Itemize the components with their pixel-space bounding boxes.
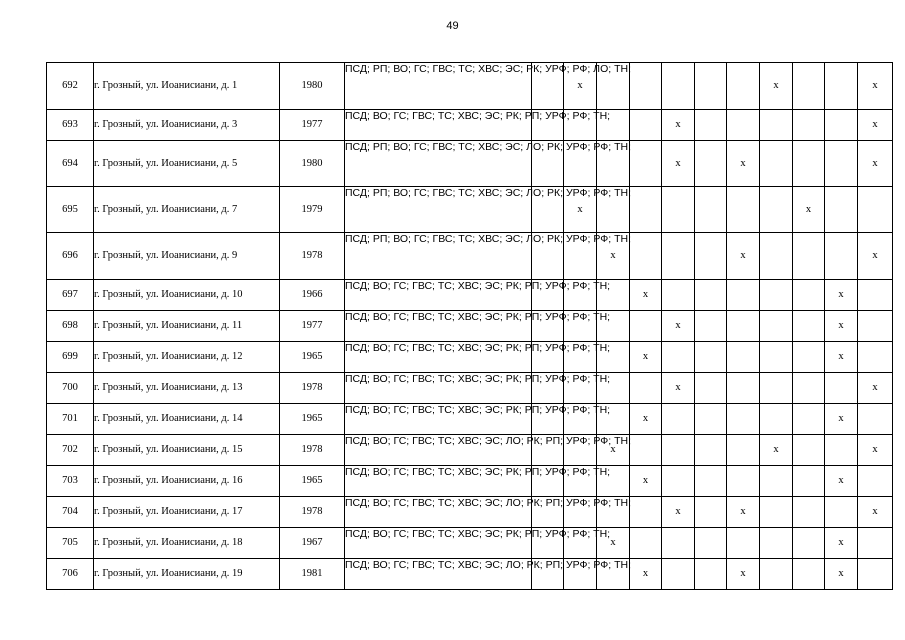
mark-cell: [793, 497, 825, 528]
mark-cell: x: [662, 141, 695, 187]
mark-cell: [695, 311, 727, 342]
row-address: г. Грозный, ул. Иоанисиани, д. 3: [94, 110, 280, 141]
mark-cell: [793, 311, 825, 342]
row-year: 1980: [280, 63, 345, 110]
mark-cell: x: [727, 233, 760, 280]
mark-cell: x: [858, 63, 893, 110]
mark-cell: [858, 404, 893, 435]
mark-cell: [760, 466, 793, 497]
row-year: 1966: [280, 280, 345, 311]
mark-cell: x: [727, 141, 760, 187]
mark-cell: [662, 435, 695, 466]
mark-cell: [760, 342, 793, 373]
row-works-list: ПСД; РП; ВО; ГС; ГВС; ТС; ХВС; ЭС; ЛО; РК; УРФ; РФ; ТН;: [345, 187, 532, 233]
mark-cell: [695, 110, 727, 141]
row-address: г. Грозный, ул. Иоанисиани, д. 14: [94, 404, 280, 435]
mark-cell: [695, 528, 727, 559]
mark-cell: [793, 559, 825, 590]
mark-cell: [793, 528, 825, 559]
table-row: [47, 63, 893, 110]
row-works-list: ПСД; ВО; ГС; ГВС; ТС; ХВС; ЭС; ЛО; РК; РП; УРФ; РФ; ТН;: [345, 435, 532, 466]
mark-cell: [695, 141, 727, 187]
table-row: [47, 373, 893, 404]
mark-cell: [727, 404, 760, 435]
mark-cell: [858, 311, 893, 342]
row-number: 703: [47, 466, 94, 497]
row-address: г. Грозный, ул. Иоанисиани, д. 19: [94, 559, 280, 590]
mark-cell: x: [825, 466, 858, 497]
mark-cell: [695, 497, 727, 528]
table-row: [47, 466, 893, 497]
row-number: 705: [47, 528, 94, 559]
mark-cell: [630, 187, 662, 233]
mark-cell: [695, 559, 727, 590]
mark-cell: [760, 187, 793, 233]
table-row: [47, 110, 893, 141]
mark-cell: [825, 63, 858, 110]
mark-cell: [630, 110, 662, 141]
row-year: 1965: [280, 404, 345, 435]
mark-cell: x: [760, 435, 793, 466]
row-address: г. Грозный, ул. Иоанисиани, д. 11: [94, 311, 280, 342]
mark-cell: [793, 466, 825, 497]
row-year: 1965: [280, 342, 345, 373]
mark-cell: [825, 187, 858, 233]
mark-cell: [793, 342, 825, 373]
mark-cell: [793, 280, 825, 311]
mark-cell: [760, 280, 793, 311]
row-works-list: ПСД; ВО; ГС; ГВС; ТС; ХВС; ЭС; ЛО; РК; РП; УРФ; РФ; ТН;: [345, 497, 532, 528]
mark-cell: [662, 63, 695, 110]
mark-cell: x: [597, 528, 630, 559]
mark-cell: [793, 435, 825, 466]
row-year: 1980: [280, 141, 345, 187]
row-year: 1977: [280, 311, 345, 342]
mark-cell: [793, 233, 825, 280]
mark-cell: [760, 141, 793, 187]
mark-cell: [630, 528, 662, 559]
row-number: 694: [47, 141, 94, 187]
mark-cell: [825, 497, 858, 528]
mark-cell: [662, 559, 695, 590]
mark-cell: [825, 373, 858, 404]
mark-cell: x: [630, 559, 662, 590]
row-works-list: ПСД; ВО; ГС; ГВС; ТС; ХВС; ЭС; РК; РП; УРФ; РФ; ТН;: [345, 373, 532, 404]
mark-cell: x: [662, 497, 695, 528]
row-address: г. Грозный, ул. Иоанисиани, д. 13: [94, 373, 280, 404]
row-works-list: ПСД; РП; ВО; ГС; ГВС; ТС; ХВС; ЭС; ЛО; РК; УРФ; РФ; ТН;: [345, 141, 532, 187]
mark-cell: [825, 110, 858, 141]
table-row: [47, 141, 893, 187]
mark-cell: [858, 559, 893, 590]
mark-cell: [662, 187, 695, 233]
mark-cell: [793, 404, 825, 435]
row-address: г. Грозный, ул. Иоанисиани, д. 10: [94, 280, 280, 311]
mark-cell: x: [858, 435, 893, 466]
mark-cell: x: [727, 497, 760, 528]
row-year: 1977: [280, 110, 345, 141]
mark-cell: [760, 311, 793, 342]
mark-cell: [695, 404, 727, 435]
mark-cell: x: [597, 435, 630, 466]
mark-cell: x: [858, 110, 893, 141]
table-row: [47, 559, 893, 590]
mark-cell: [793, 141, 825, 187]
mark-cell: [760, 528, 793, 559]
row-year: 1978: [280, 373, 345, 404]
row-address: г. Грозный, ул. Иоанисиани, д. 12: [94, 342, 280, 373]
mark-cell: x: [662, 311, 695, 342]
mark-cell: x: [662, 373, 695, 404]
mark-cell: [662, 466, 695, 497]
row-number: 702: [47, 435, 94, 466]
row-year: 1967: [280, 528, 345, 559]
table-row: [47, 280, 893, 311]
row-address: г. Грозный, ул. Иоанисиани, д. 5: [94, 141, 280, 187]
mark-cell: x: [825, 559, 858, 590]
table-row: [47, 233, 893, 280]
row-number: 700: [47, 373, 94, 404]
mark-cell: [630, 435, 662, 466]
row-address: г. Грозный, ул. Иоанисиани, д. 1: [94, 63, 280, 110]
mark-cell: [760, 559, 793, 590]
mark-cell: [858, 280, 893, 311]
row-number: 692: [47, 63, 94, 110]
row-works-list: ПСД; ВО; ГС; ГВС; ТС; ХВС; ЭС; РК; РП; УРФ; РФ; ТН;: [345, 342, 532, 373]
mark-cell: [695, 466, 727, 497]
row-number: 695: [47, 187, 94, 233]
mark-cell: x: [825, 311, 858, 342]
mark-cell: x: [858, 141, 893, 187]
mark-cell: [662, 280, 695, 311]
row-address: г. Грозный, ул. Иоанисиани, д. 7: [94, 187, 280, 233]
mark-cell: [727, 280, 760, 311]
mark-cell: [793, 110, 825, 141]
mark-cell: [662, 528, 695, 559]
mark-cell: [662, 233, 695, 280]
table-row: [47, 187, 893, 233]
mark-cell: [695, 187, 727, 233]
mark-cell: [727, 373, 760, 404]
mark-cell: [727, 435, 760, 466]
mark-cell: [825, 435, 858, 466]
mark-cell: [727, 187, 760, 233]
row-number: 696: [47, 233, 94, 280]
mark-cell: [727, 342, 760, 373]
row-number: 697: [47, 280, 94, 311]
row-works-list: ПСД; РП; ВО; ГС; ГВС; ТС; ХВС; ЭС; ЛО; РК; УРФ; РФ; ТН;: [345, 233, 532, 280]
mark-cell: [825, 141, 858, 187]
mark-cell: [793, 63, 825, 110]
mark-cell: [760, 373, 793, 404]
mark-cell: [695, 342, 727, 373]
mark-cell: x: [760, 63, 793, 110]
row-number: 693: [47, 110, 94, 141]
mark-cell: x: [630, 342, 662, 373]
mark-cell: [793, 373, 825, 404]
mark-cell: [760, 110, 793, 141]
mark-cell: [825, 233, 858, 280]
row-year: 1978: [280, 435, 345, 466]
table-row: [47, 311, 893, 342]
row-number: 704: [47, 497, 94, 528]
mark-cell: x: [825, 280, 858, 311]
mark-cell: [662, 342, 695, 373]
mark-cell: x: [597, 233, 630, 280]
mark-cell: x: [825, 404, 858, 435]
row-year: 1965: [280, 466, 345, 497]
mark-cell: x: [662, 110, 695, 141]
row-works-list: ПСД; ВО; ГС; ГВС; ТС; ХВС; ЭС; РК; РП; УРФ; РФ; ТН;: [345, 528, 532, 559]
mark-cell: [630, 311, 662, 342]
row-number: 701: [47, 404, 94, 435]
table-row: [47, 528, 893, 559]
mark-cell: [630, 63, 662, 110]
mark-cell: x: [727, 559, 760, 590]
mark-cell: [858, 466, 893, 497]
mark-cell: x: [630, 466, 662, 497]
mark-cell: [630, 497, 662, 528]
mark-cell: [630, 141, 662, 187]
row-number: 698: [47, 311, 94, 342]
mark-cell: x: [858, 233, 893, 280]
row-year: 1981: [280, 559, 345, 590]
mark-cell: [760, 404, 793, 435]
mark-cell: x: [564, 63, 597, 110]
mark-cell: [727, 110, 760, 141]
row-year: 1978: [280, 233, 345, 280]
row-address: г. Грозный, ул. Иоанисиани, д. 15: [94, 435, 280, 466]
row-address: г. Грозный, ул. Иоанисиани, д. 18: [94, 528, 280, 559]
row-works-list: ПСД; ВО; ГС; ГВС; ТС; ХВС; ЭС; РК; РП; УРФ; РФ; ТН;: [345, 280, 532, 311]
row-number: 706: [47, 559, 94, 590]
mark-cell: [727, 63, 760, 110]
row-address: г. Грозный, ул. Иоанисиани, д. 9: [94, 233, 280, 280]
mark-cell: [695, 63, 727, 110]
mark-cell: [630, 233, 662, 280]
row-address: г. Грозный, ул. Иоанисиани, д. 16: [94, 466, 280, 497]
mark-cell: [760, 233, 793, 280]
mark-cell: x: [630, 280, 662, 311]
mark-cell: x: [793, 187, 825, 233]
row-works-list: ПСД; ВО; ГС; ГВС; ТС; ХВС; ЭС; РК; РП; УРФ; РФ; ТН;: [345, 110, 532, 141]
mark-cell: [630, 373, 662, 404]
mark-cell: x: [858, 497, 893, 528]
row-works-list: ПСД; ВО; ГС; ГВС; ТС; ХВС; ЭС; ЛО; РК; РП; УРФ; РФ; ТН;: [345, 559, 532, 590]
row-address: г. Грозный, ул. Иоанисиани, д. 17: [94, 497, 280, 528]
row-works-list: ПСД; РП; ВО; ГС; ГВС; ТС; ХВС; ЭС; РК; УРФ; РФ; ЛО; ТН;: [345, 63, 532, 110]
row-year: 1979: [280, 187, 345, 233]
mark-cell: x: [825, 528, 858, 559]
mark-cell: [760, 497, 793, 528]
mark-cell: x: [825, 342, 858, 373]
mark-cell: [695, 373, 727, 404]
mark-cell: [858, 528, 893, 559]
mark-cell: [695, 435, 727, 466]
housing-register-table: [46, 62, 893, 590]
mark-cell: x: [858, 373, 893, 404]
mark-cell: [662, 404, 695, 435]
mark-cell: [858, 342, 893, 373]
row-works-list: ПСД; ВО; ГС; ГВС; ТС; ХВС; ЭС; РК; РП; УРФ; РФ; ТН;: [345, 311, 532, 342]
mark-cell: x: [630, 404, 662, 435]
row-year: 1978: [280, 497, 345, 528]
table-row: [47, 435, 893, 466]
mark-cell: [727, 528, 760, 559]
mark-cell: [695, 233, 727, 280]
mark-cell: [858, 187, 893, 233]
row-works-list: ПСД; ВО; ГС; ГВС; ТС; ХВС; ЭС; РК; РП; УРФ; РФ; ТН;: [345, 404, 532, 435]
table-row: [47, 497, 893, 528]
mark-cell: [727, 311, 760, 342]
row-number: 699: [47, 342, 94, 373]
row-works-list: ПСД; ВО; ГС; ГВС; ТС; ХВС; ЭС; РК; РП; УРФ; РФ; ТН;: [345, 466, 532, 497]
page-number: 49: [446, 20, 459, 32]
mark-cell: x: [564, 187, 597, 233]
table-row: [47, 342, 893, 373]
mark-cell: [695, 280, 727, 311]
mark-cell: [727, 466, 760, 497]
table-row: [47, 404, 893, 435]
